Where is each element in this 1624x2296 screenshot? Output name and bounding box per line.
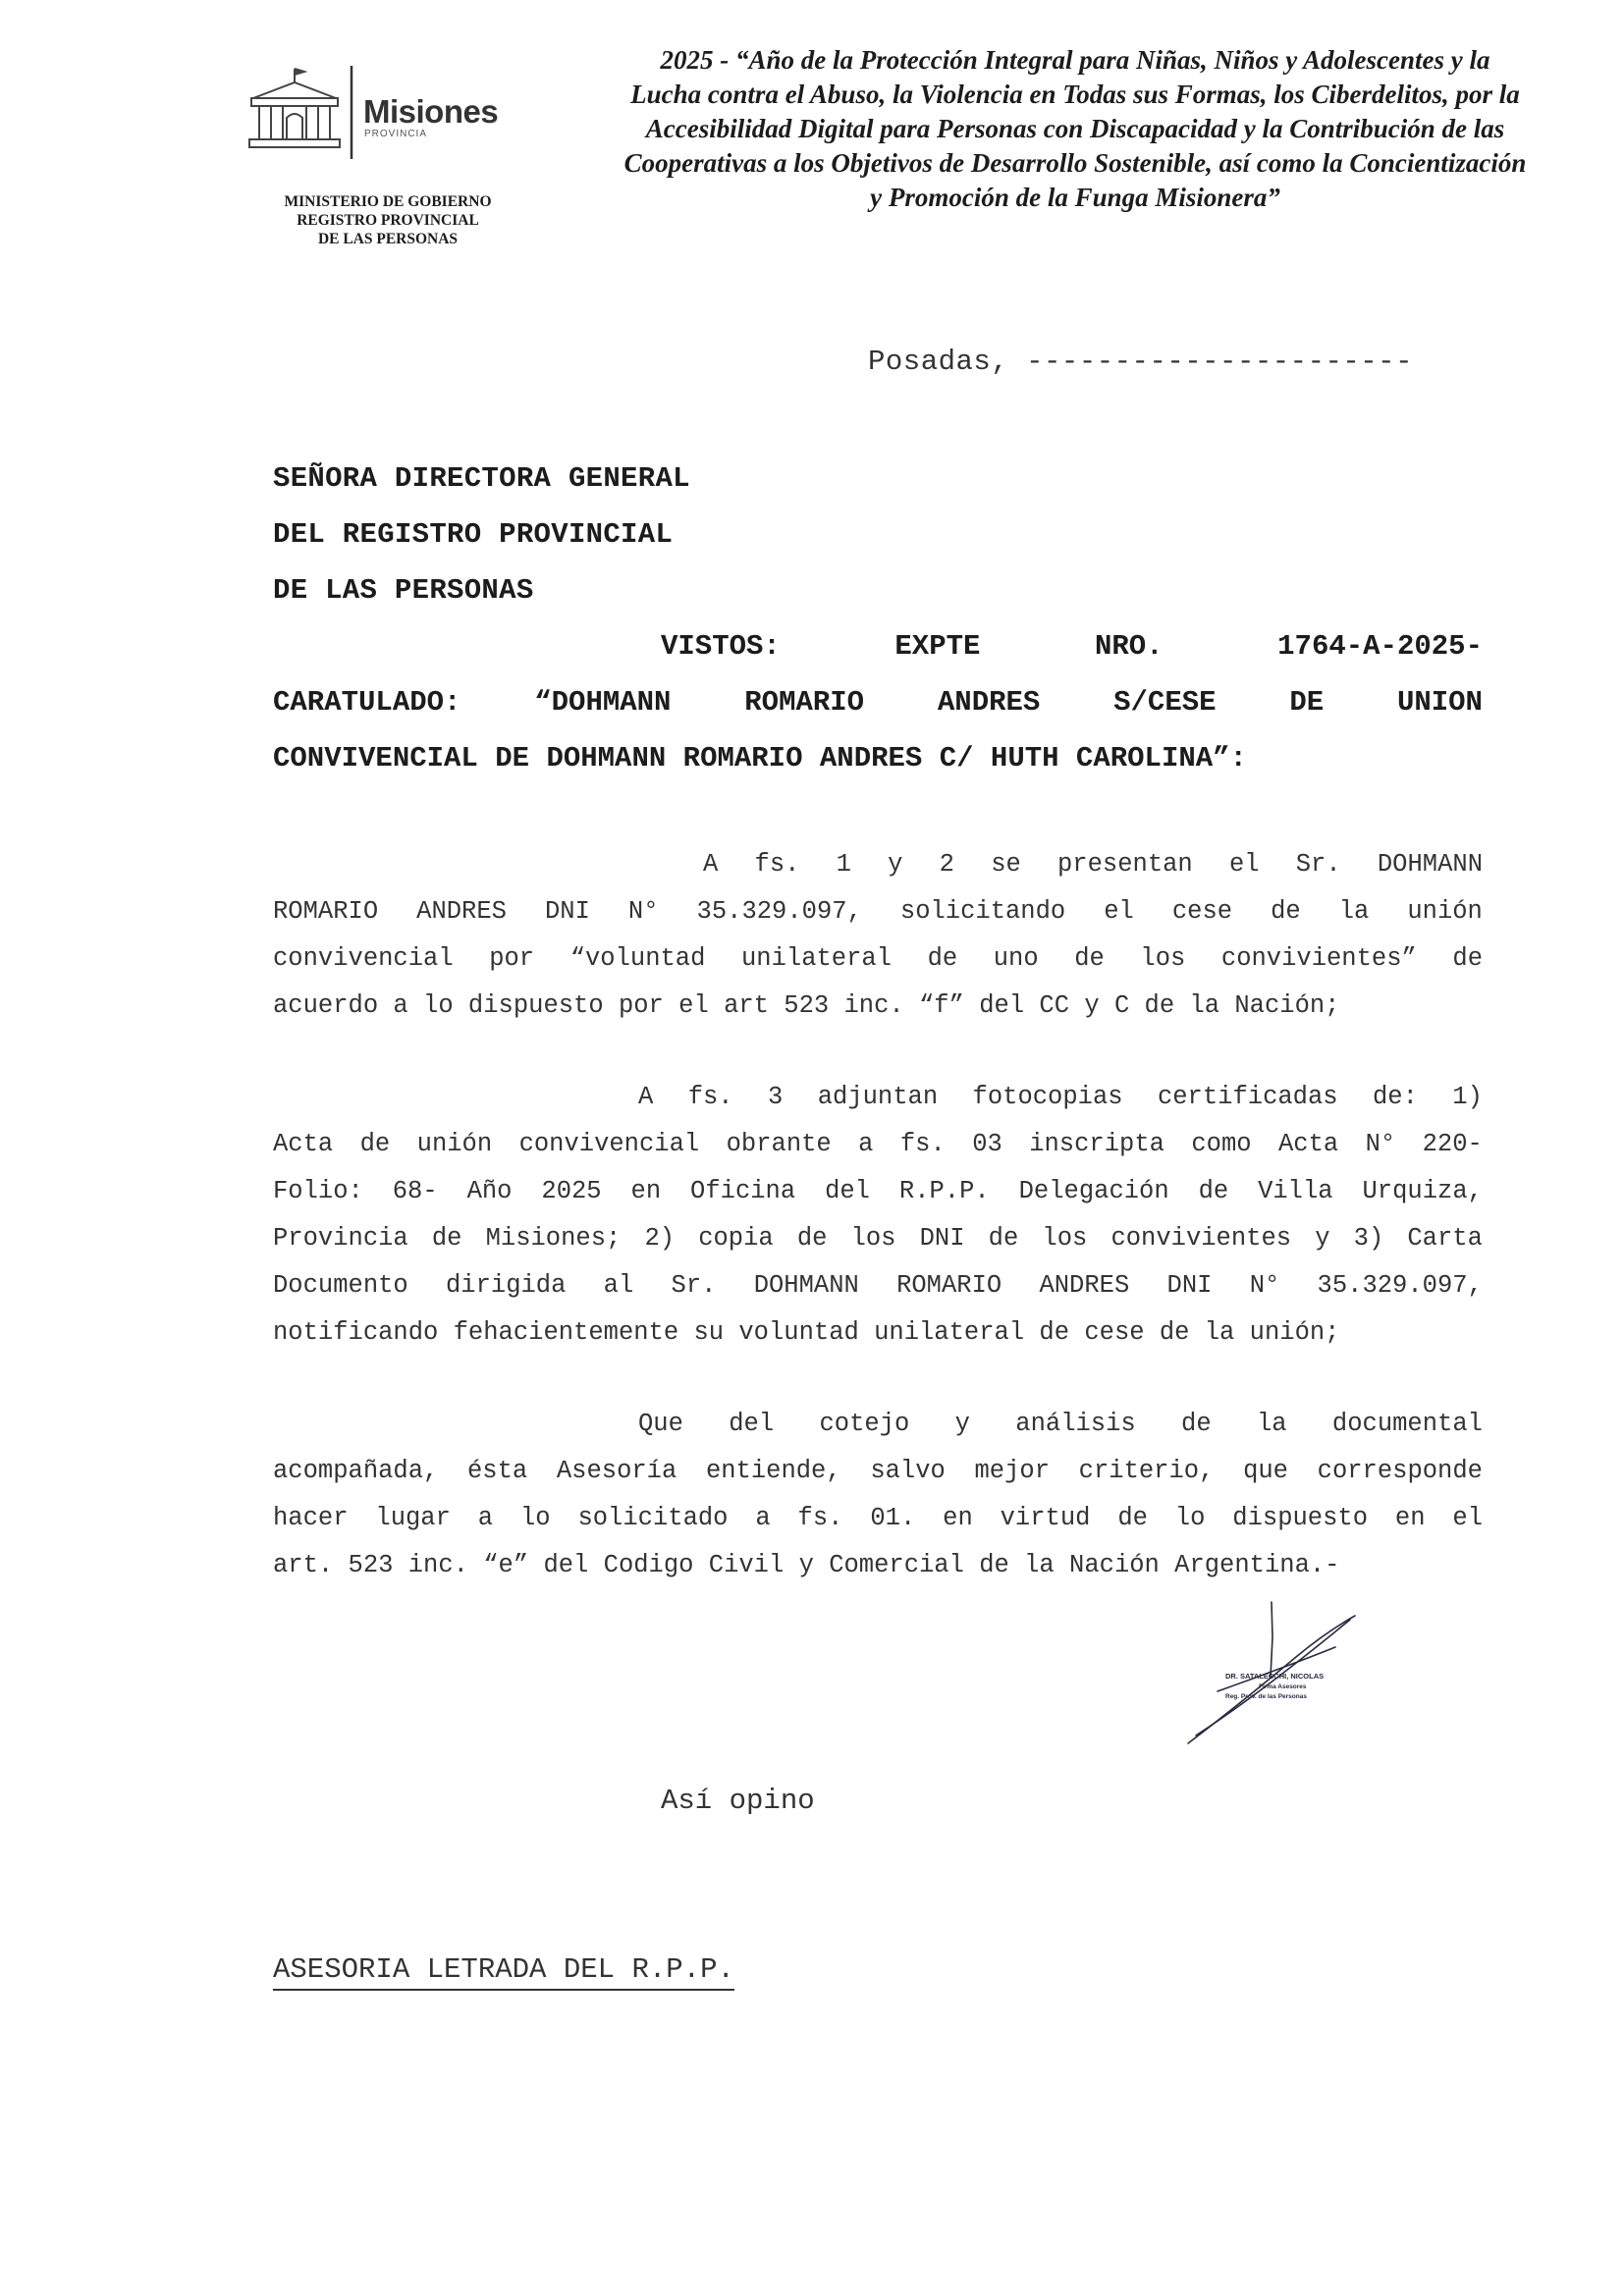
ministry-line: REGISTRO PROVINCIAL [297, 212, 479, 229]
vistos-word: EXPTE [894, 630, 981, 663]
addressee-line: SEÑORA DIRECTORA GENERAL [273, 462, 690, 495]
paragraph-line: Que del cotejo y análisis de la documental [638, 1410, 1483, 1438]
paragraph-line: acuerdo a lo dispuesto por el art 523 inc. “f” del CC y C de la Nación; [273, 991, 1340, 1020]
stamp-line: Firma Asesores [1259, 1683, 1307, 1690]
paragraph-line: art. 523 inc. “e” del Codigo Civil y Comercial de la Nación Argentina.- [273, 1551, 1340, 1579]
vistos-word: VISTOS: [661, 630, 781, 663]
place-date-line: Posadas, ---------------------- [868, 346, 1413, 378]
caratulado-word: CARATULADO: [273, 686, 461, 719]
year-motto [604, 43, 1546, 215]
caratulado-word: ANDRES [937, 686, 1041, 719]
paragraph-line: convivencial por “voluntad unilateral de uno de los convivientes” de [273, 944, 1483, 973]
stamp-line: DR. SATALECCHI, NICOLAS [1225, 1672, 1325, 1681]
paragraph-line: hacer lugar a lo solicitado a fs. 01. en virtud de lo dispuesto en el [273, 1504, 1483, 1532]
vistos-word: NRO. [1094, 630, 1164, 663]
signature-block: ASESORIA LETRADA DEL R.P.P. [273, 1953, 734, 1991]
ministry-header [245, 192, 530, 248]
caratulado-word: “DOHMANN [534, 686, 672, 719]
paragraph-line: A fs. 1 y 2 se presentan el Sr. DOHMANN [703, 850, 1483, 879]
paragraph-line: Acta de unión convivencial obrante a fs. 03 inscripta como Acta N° 220- [273, 1130, 1483, 1158]
logo-name: Misiones [363, 93, 499, 130]
paragraph-line: ROMARIO ANDRES DNI N° 35.329.097, solicitando el cese de la unión [273, 897, 1483, 926]
paragraph-line: Provincia de Misiones; 2) copia de los DNI de los convivientes y 3) Carta [273, 1224, 1483, 1253]
caratulado-line [273, 686, 1483, 719]
ministry-line: DE LAS PERSONAS [317, 231, 459, 247]
paragraph-line: Folio: 68- Año 2025 en Oficina del R.P.P. Delegación de Villa Urquiza, [273, 1177, 1483, 1205]
caratulado-word: DE [1289, 686, 1325, 719]
motto-line: Accesibilidad Digital para Personas con Discapacidad y la Contribución de las [645, 114, 1505, 143]
caratulado-line-2: CONVIVENCIAL DE DOHMANN ROMARIO ANDRES C/ HUTH CAROLINA”: [273, 742, 1247, 774]
paragraph-line: A fs. 3 adjuntan fotocopias certificadas de: 1) [638, 1083, 1483, 1111]
motto-line: Lucha contra el Abuso, la Violencia en Todas sus Formas, los Ciberdelitos, por la [630, 80, 1520, 109]
addressee-line: DE LAS PERSONAS [273, 574, 534, 607]
motto-line: 2025 - “Año de la Protección Integral para Niñas, Niños y Adolescentes y la [660, 45, 1490, 75]
caratulado-word: UNION [1396, 686, 1483, 719]
motto-line: Cooperativas a los Objetivos de Desarrollo Sostenible, así como la Concientización [623, 148, 1527, 178]
vistos-word: 1764-A-2025- [1277, 630, 1483, 663]
paragraph-line: acompañada, ésta Asesoría entiende, salvo mejor criterio, que corresponde [273, 1457, 1483, 1485]
stamp-line: Reg. Prov. de las Personas [1225, 1693, 1307, 1700]
logo-subtitle: PROVINCIA [364, 129, 428, 139]
caratulado-word: ROMARIO [744, 686, 865, 719]
ministry-line: MINISTERIO DE GOBIERNO [284, 193, 492, 210]
closing-text: Así opino [661, 1785, 815, 1817]
paragraph-line: Documento dirigida al Sr. DOHMANN ROMARIO ANDRES DNI N° 35.329.097, [273, 1271, 1483, 1300]
motto-line: y Promoción de la Funga Misionera” [870, 183, 1280, 212]
caratulado-word: S/CESE [1113, 686, 1217, 719]
vistos-line [661, 630, 1483, 663]
addressee-line: DEL REGISTRO PROVINCIAL [273, 518, 674, 551]
handwritten-signature [1178, 1598, 1365, 1755]
paragraph-line: notificando fehacientemente su voluntad unilateral de cese de la unión; [273, 1318, 1340, 1347]
